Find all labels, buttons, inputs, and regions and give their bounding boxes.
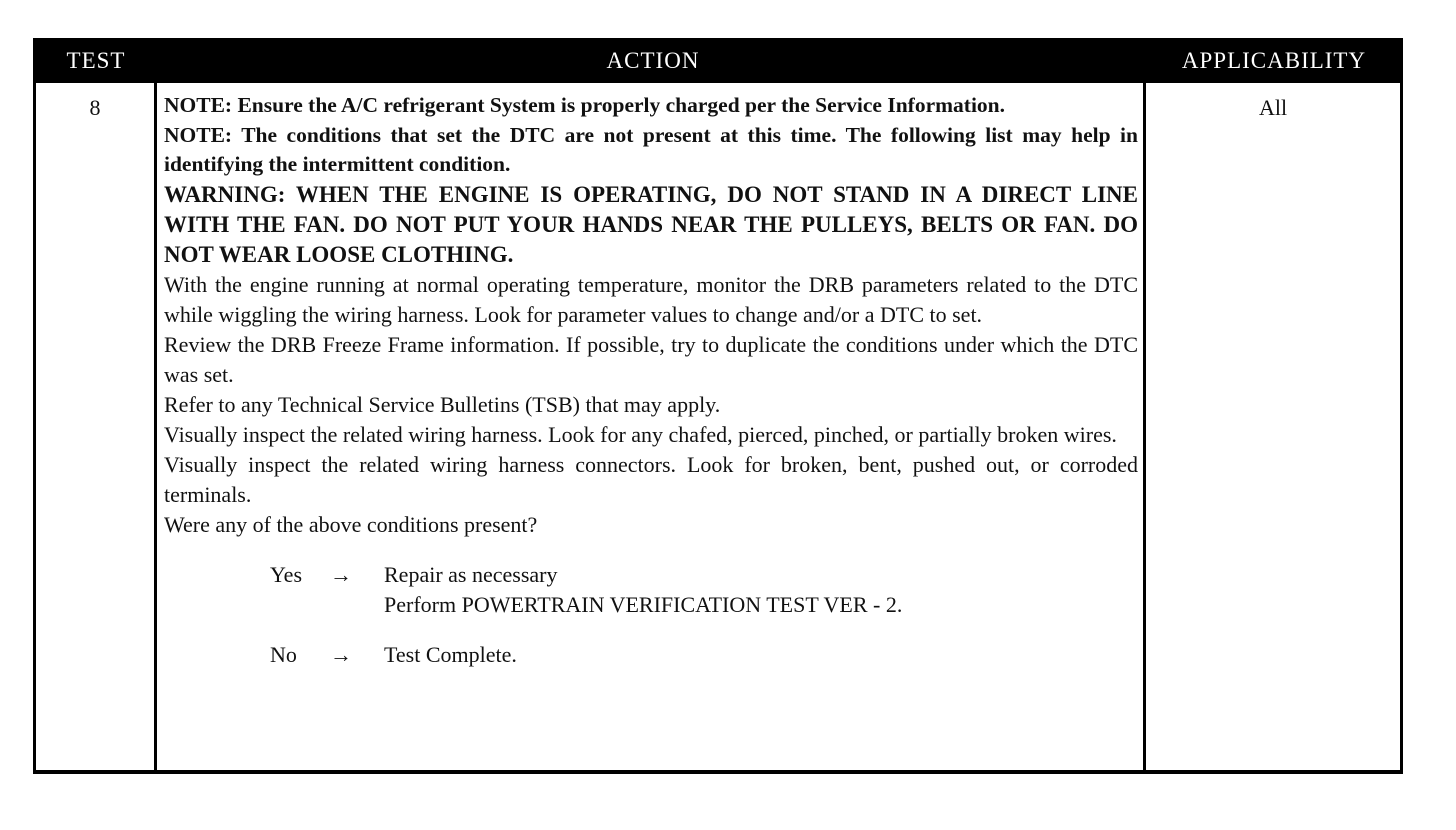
header-applicability: APPLICABILITY [1181,48,1367,73]
step-tsb: Refer to any Technical Service Bulletins (TSB) that may apply. [164,391,721,417]
column-divider-action-applicability [1143,83,1146,770]
column-divider-test-action [154,83,157,770]
yes-label: Yes [270,561,303,587]
yes-arrow-icon: → [330,561,352,587]
note-refrigerant-charge: NOTE: Ensure the A/C refrigerant System is properly charged per the Service Information. [164,93,1005,117]
step-freeze-frame: Review the DRB Freeze Frame information. If possible, try to duplicate the conditions under which the DTC was set. [164,331,1138,387]
table-header-row [36,41,1400,83]
no-arrow-icon: → [330,641,352,667]
applicability-value: All [1258,95,1288,120]
result-yes [270,560,1138,620]
question-conditions-present: Were any of the above conditions present? [164,511,538,537]
header-test: TEST [66,48,126,73]
action-cell [164,91,1138,670]
step-monitor-drb: With the engine running at normal operating temperature, monitor the DRB parameters related to the DTC while wiggling the wiring harness. Look for parameter values to change and/or a DTC to set. [164,271,1138,327]
warning-engine-fan: WARNING: WHEN THE ENGINE IS OPERATING, DO NOT STAND IN A DIRECT LINE WITH THE FAN. DO NOT PUT YOUR HANDS NEAR THE PULLEYS, BELTS OR FAN. DO NOT WEAR LOOSE CLOTHING. [164,181,1138,267]
no-label: No [270,641,297,667]
test-number: 8 [89,95,101,120]
yes-action-line1: Repair as necessary [384,561,558,587]
step-inspect-connectors: Visually inspect the related wiring harness connectors. Look for broken, bent, pushed out, or corroded terminals. [164,451,1138,507]
result-no [270,640,1138,670]
step-inspect-harness: Visually inspect the related wiring harness. Look for any chafed, pierced, pinched, or partially broken wires. [164,421,1117,447]
diagnostic-test-table [33,38,1403,774]
no-action-line1: Test Complete. [384,641,517,667]
header-action: ACTION [606,48,700,73]
yes-action-line2: Perform POWERTRAIN VERIFICATION TEST VER - 2. [384,591,903,617]
note-intermittent-condition: NOTE: The conditions that set the DTC are not present at this time. The following list may help in identifying the intermittent condition. [164,122,1138,176]
